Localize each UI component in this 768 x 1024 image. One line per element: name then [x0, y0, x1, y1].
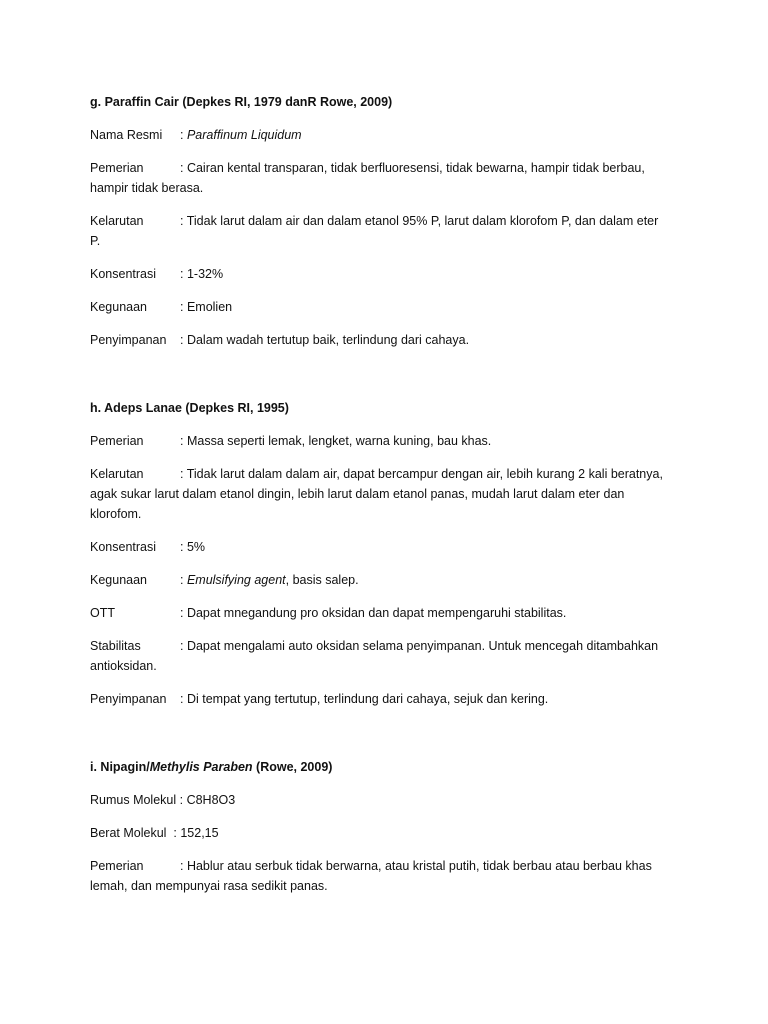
field-value: Massa seperti lemak, lengket, warna kuning, bau khas.	[186, 434, 492, 448]
field-value: Tidak larut dalam air dan dalam etanol 95% P, larut dalam klorofom P, dan dalam eter	[186, 214, 659, 228]
field-rumus-molekul	[90, 790, 685, 810]
field-konsentrasi	[90, 264, 685, 284]
field-label: Penyimpanan	[90, 333, 167, 347]
field-sep: :	[176, 793, 187, 807]
field-ott	[90, 603, 685, 623]
field-label: Pemerian	[90, 161, 144, 175]
field-sep: :	[180, 161, 187, 175]
field-value-italic: Emulsifying agent	[186, 573, 286, 587]
field-label: Konsentrasi	[90, 267, 157, 281]
document-page	[90, 92, 685, 909]
field-sep: :	[166, 826, 181, 840]
field-value-continued: agak sukar larut dalam etanol dingin, lebih larut dalam etanol panas, mudah larut dalam eter dan	[90, 487, 625, 501]
field-sep: :	[180, 434, 187, 448]
field-value: 152,15	[180, 826, 219, 840]
field-value-continued: lemah, dan mempunyai rasa sedikit panas.	[90, 879, 328, 893]
field-sep: :	[180, 606, 187, 620]
field-berat-molekul	[90, 823, 685, 843]
field-label: Rumus Molekul	[90, 793, 177, 807]
field-kegunaan	[90, 297, 685, 317]
field-value: 1-32%	[186, 267, 224, 281]
field-value-continued: antioksidan.	[90, 659, 157, 673]
field-pemerian	[90, 856, 685, 896]
title-prefix: i. Nipagin/	[90, 760, 150, 774]
field-sep: :	[180, 128, 187, 142]
field-konsentrasi	[90, 537, 685, 557]
field-value: Cairan kental transparan, tidak berfluoresensi, tidak bewarna, hampir tidak berbau,	[186, 161, 645, 175]
field-label: Stabilitas	[90, 639, 141, 653]
field-sep: :	[180, 267, 187, 281]
field-sep: :	[180, 573, 187, 587]
field-value: Hablur atau serbuk tidak berwarna, atau kristal putih, tidak berbau atau berbau khas	[186, 859, 652, 873]
field-value-continued: P.	[90, 234, 101, 248]
field-stabilitas	[90, 636, 685, 676]
field-sep: :	[180, 639, 187, 653]
section-title-nipagin	[90, 757, 685, 777]
field-value: C8H8O3	[186, 793, 236, 807]
field-label: Kegunaan	[90, 300, 148, 314]
section-spacer	[90, 722, 685, 757]
field-value-continued: hampir tidak berasa.	[90, 181, 204, 195]
field-label: Kelarutan	[90, 214, 144, 228]
field-sep: :	[180, 540, 187, 554]
field-label: Kelarutan	[90, 467, 144, 481]
field-kegunaan	[90, 570, 685, 590]
field-penyimpanan	[90, 689, 685, 709]
field-label: Pemerian	[90, 859, 144, 873]
field-value: Paraffinum Liquidum	[186, 128, 302, 142]
field-value: Dapat mnegandung pro oksidan dan dapat mempengaruhi stabilitas.	[186, 606, 567, 620]
field-value: , basis salep.	[285, 573, 359, 587]
field-penyimpanan	[90, 330, 685, 350]
field-label: Konsentrasi	[90, 540, 157, 554]
field-sep: :	[180, 692, 187, 706]
field-pemerian	[90, 431, 685, 451]
section-title-adeps-lanae: h. Adeps Lanae (Depkes RI, 1995)	[90, 401, 289, 415]
field-sep: :	[180, 859, 187, 873]
field-kelarutan	[90, 464, 685, 524]
field-kelarutan	[90, 211, 685, 251]
field-value-continued: klorofom.	[90, 507, 142, 521]
title-italic: Methylis Paraben	[149, 760, 253, 774]
field-value: 5%	[186, 540, 206, 554]
field-value: Dapat mengalami auto oksidan selama penyimpanan. Untuk mencegah ditambahkan	[186, 639, 659, 653]
field-value: Di tempat yang tertutup, terlindung dari cahaya, sejuk dan kering.	[186, 692, 549, 706]
field-value: Dalam wadah tertutup baik, terlindung dari cahaya.	[186, 333, 470, 347]
field-label: Pemerian	[90, 434, 144, 448]
field-sep: :	[180, 214, 187, 228]
field-value: Tidak larut dalam dalam air, dapat bercampur dengan air, lebih kurang 2 kali beratnya,	[186, 467, 663, 481]
field-nama-resmi	[90, 125, 685, 145]
field-label: Kegunaan	[90, 573, 148, 587]
field-sep: :	[180, 333, 187, 347]
field-sep: :	[180, 300, 187, 314]
field-label: Penyimpanan	[90, 692, 167, 706]
field-value: Emolien	[186, 300, 233, 314]
field-sep: :	[180, 467, 187, 481]
field-label: Nama Resmi	[90, 128, 163, 142]
section-title-paraffin: g. Paraffin Cair (Depkes RI, 1979 danR Rowe, 2009)	[90, 95, 393, 109]
field-label: Berat Molekul	[90, 826, 167, 840]
title-suffix: (Rowe, 2009)	[252, 760, 333, 774]
field-label: OTT	[90, 606, 115, 620]
section-spacer	[90, 363, 685, 398]
field-pemerian	[90, 158, 685, 198]
